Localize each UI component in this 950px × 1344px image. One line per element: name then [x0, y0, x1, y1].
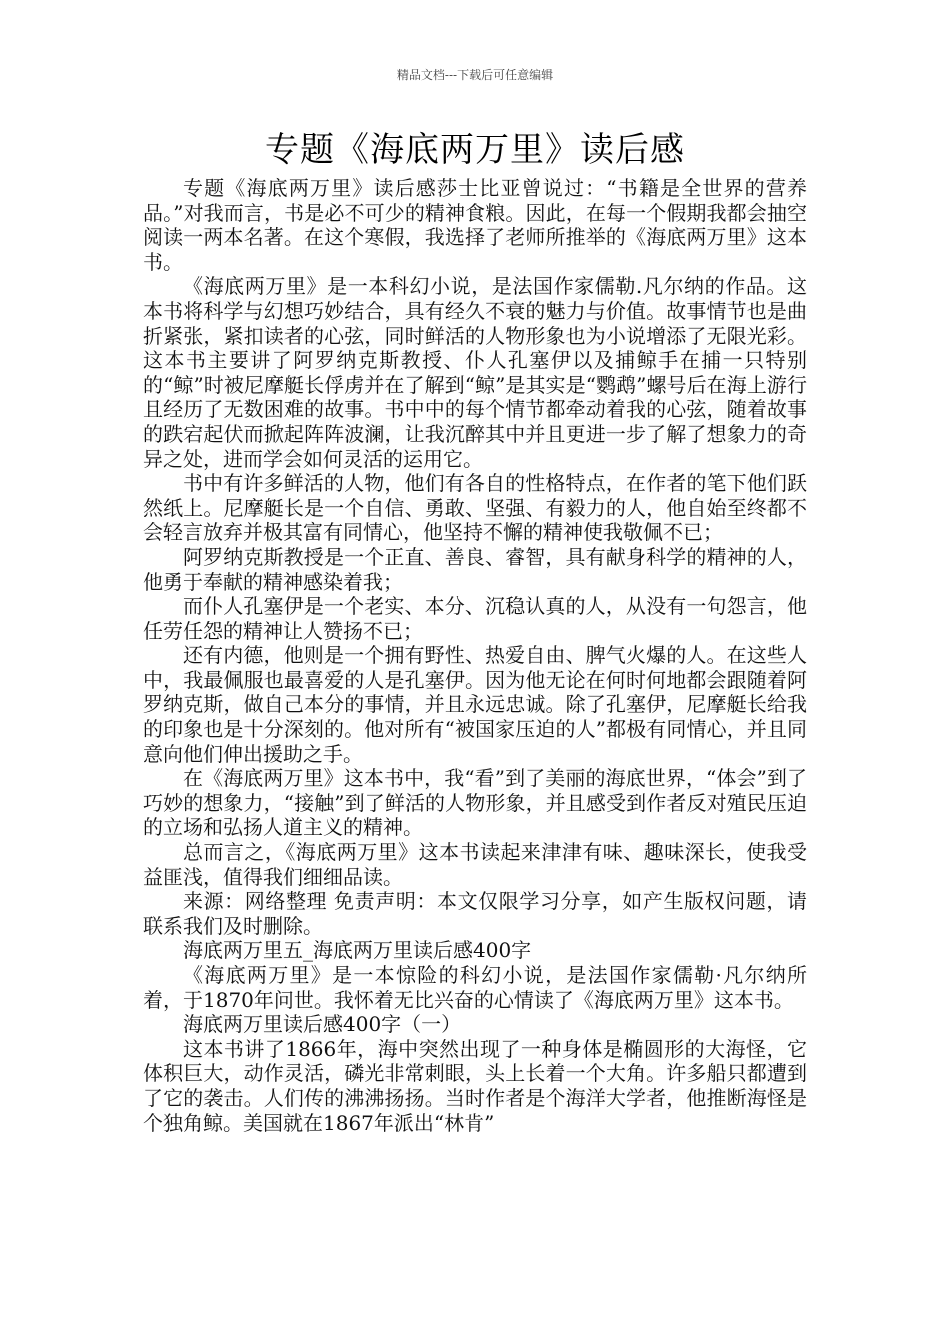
source-disclaimer: 来源：网络整理 免责声明：本文仅限学习分享，如产生版权问题，请联系我们及时删除。	[143, 889, 807, 938]
paragraph: 这本书讲了1866年，海中突然出现了一种身体是椭圆形的大海怪，它体积巨大，动作灵活，磷光非常刺眼，头上长着一个大角。许多船只都遭到了它的袭击。人们传的沸沸扬扬。当时作者是个海洋大学者，他推断海怪是个独角鲸。美国就在1867年派出“林肯”	[143, 1036, 807, 1135]
section-heading: 海底两万里读后感400字（一）	[183, 1012, 462, 1037]
paragraph: 还有内德，他则是一个拥有野性、热爱自由、脾气火爆的人。在这些人中，我最佩服也最喜爱的人是孔塞伊。因为他无论在何时何地都会跟随着阿罗纳克斯，做自己本分的事情，并且永远忠诚。除了孔塞伊，尼摩艇长给我的印象也是十分深刻的。他对所有“被国家压迫的人”都极有同情心，并且同意向他们伸出援助之手。	[143, 643, 807, 766]
paragraph: 总而言之，《海底两万里》这本书读起来津津有味、趣味深长，使我受益匪浅，值得我们细细品读。	[143, 840, 807, 889]
paragraph: 在《海底两万里》这本书中，我“看”到了美丽的海底世界，“体会”到了巧妙的想象力，“接触”到了鲜活的人物形象，并且感受到作者反对殖民压迫的立场和弘扬人道主义的精神。	[143, 766, 807, 840]
section-heading: 海底两万里五_海底两万里读后感400字	[183, 938, 532, 963]
document-body	[143, 176, 807, 1135]
paragraph: 《海底两万里》是一本惊险的科幻小说，是法国作家儒勒·凡尔纳所着，于1870年问世。我怀着无比兴奋的心情读了《海底两万里》这本书。	[143, 963, 807, 1012]
paragraph: 阿罗纳克斯教授是一个正直、善良、睿智，具有献身科学的精神的人，他勇于奉献的精神感染着我；	[143, 544, 807, 594]
paragraph: 《海底两万里》是一本科幻小说，是法国作家儒勒.凡尔纳的作品。这本书将科学与幻想巧妙结合，具有经久不衰的魅力与价值。故事情节也是曲折紧张，紧扣读者的心弦，同时鲜活的人物形象也为小说增添了无限光彩。这本书主要讲了阿罗纳克斯教授、仆人孔塞伊以及捕鲸手在捕一只特别的“鲸”时被尼摩艇长俘虏并在了解到“鲸”是其实是“鹦鹉”螺号后在海上游行且经历了无数困难的故事。书中中的每个情节都牵动着我的心弦，随着故事的跌宕起伏而掀起阵阵波澜，让我沉醉其中并且更进一步了解了想象力的奇异之处，进而学会如何灵活的运用它。	[143, 274, 807, 471]
paragraph: 专题《海底两万里》读后感莎士比亚曾说过：“书籍是全世界的营养品。”对我而言，书是必不可少的精神食粮。因此，在每一个假期我都会抽空阅读一两本名著。在这个寒假，我选择了老师所推举的《海底两万里》这本书。	[143, 176, 807, 274]
paragraph: 书中有许多鲜活的人物，他们有各自的性格特点，在作者的笔下他们跃然纸上。尼摩艇长是一个自信、勇敢、坚强、有毅力的人，他自始至终都不会轻言放弃并极其富有同情心，他坚持不懈的精神使我敬佩不已；	[143, 471, 807, 545]
page-header: 精品文档---下载后可任意编辑	[396, 68, 554, 82]
page-title: 专题《海底两万里》读后感	[265, 130, 685, 170]
paragraph: 而仆人孔塞伊是一个老实、本分、沉稳认真的人，从没有一句怨言，他任劳任怨的精神让人赞扬不已；	[143, 594, 807, 643]
